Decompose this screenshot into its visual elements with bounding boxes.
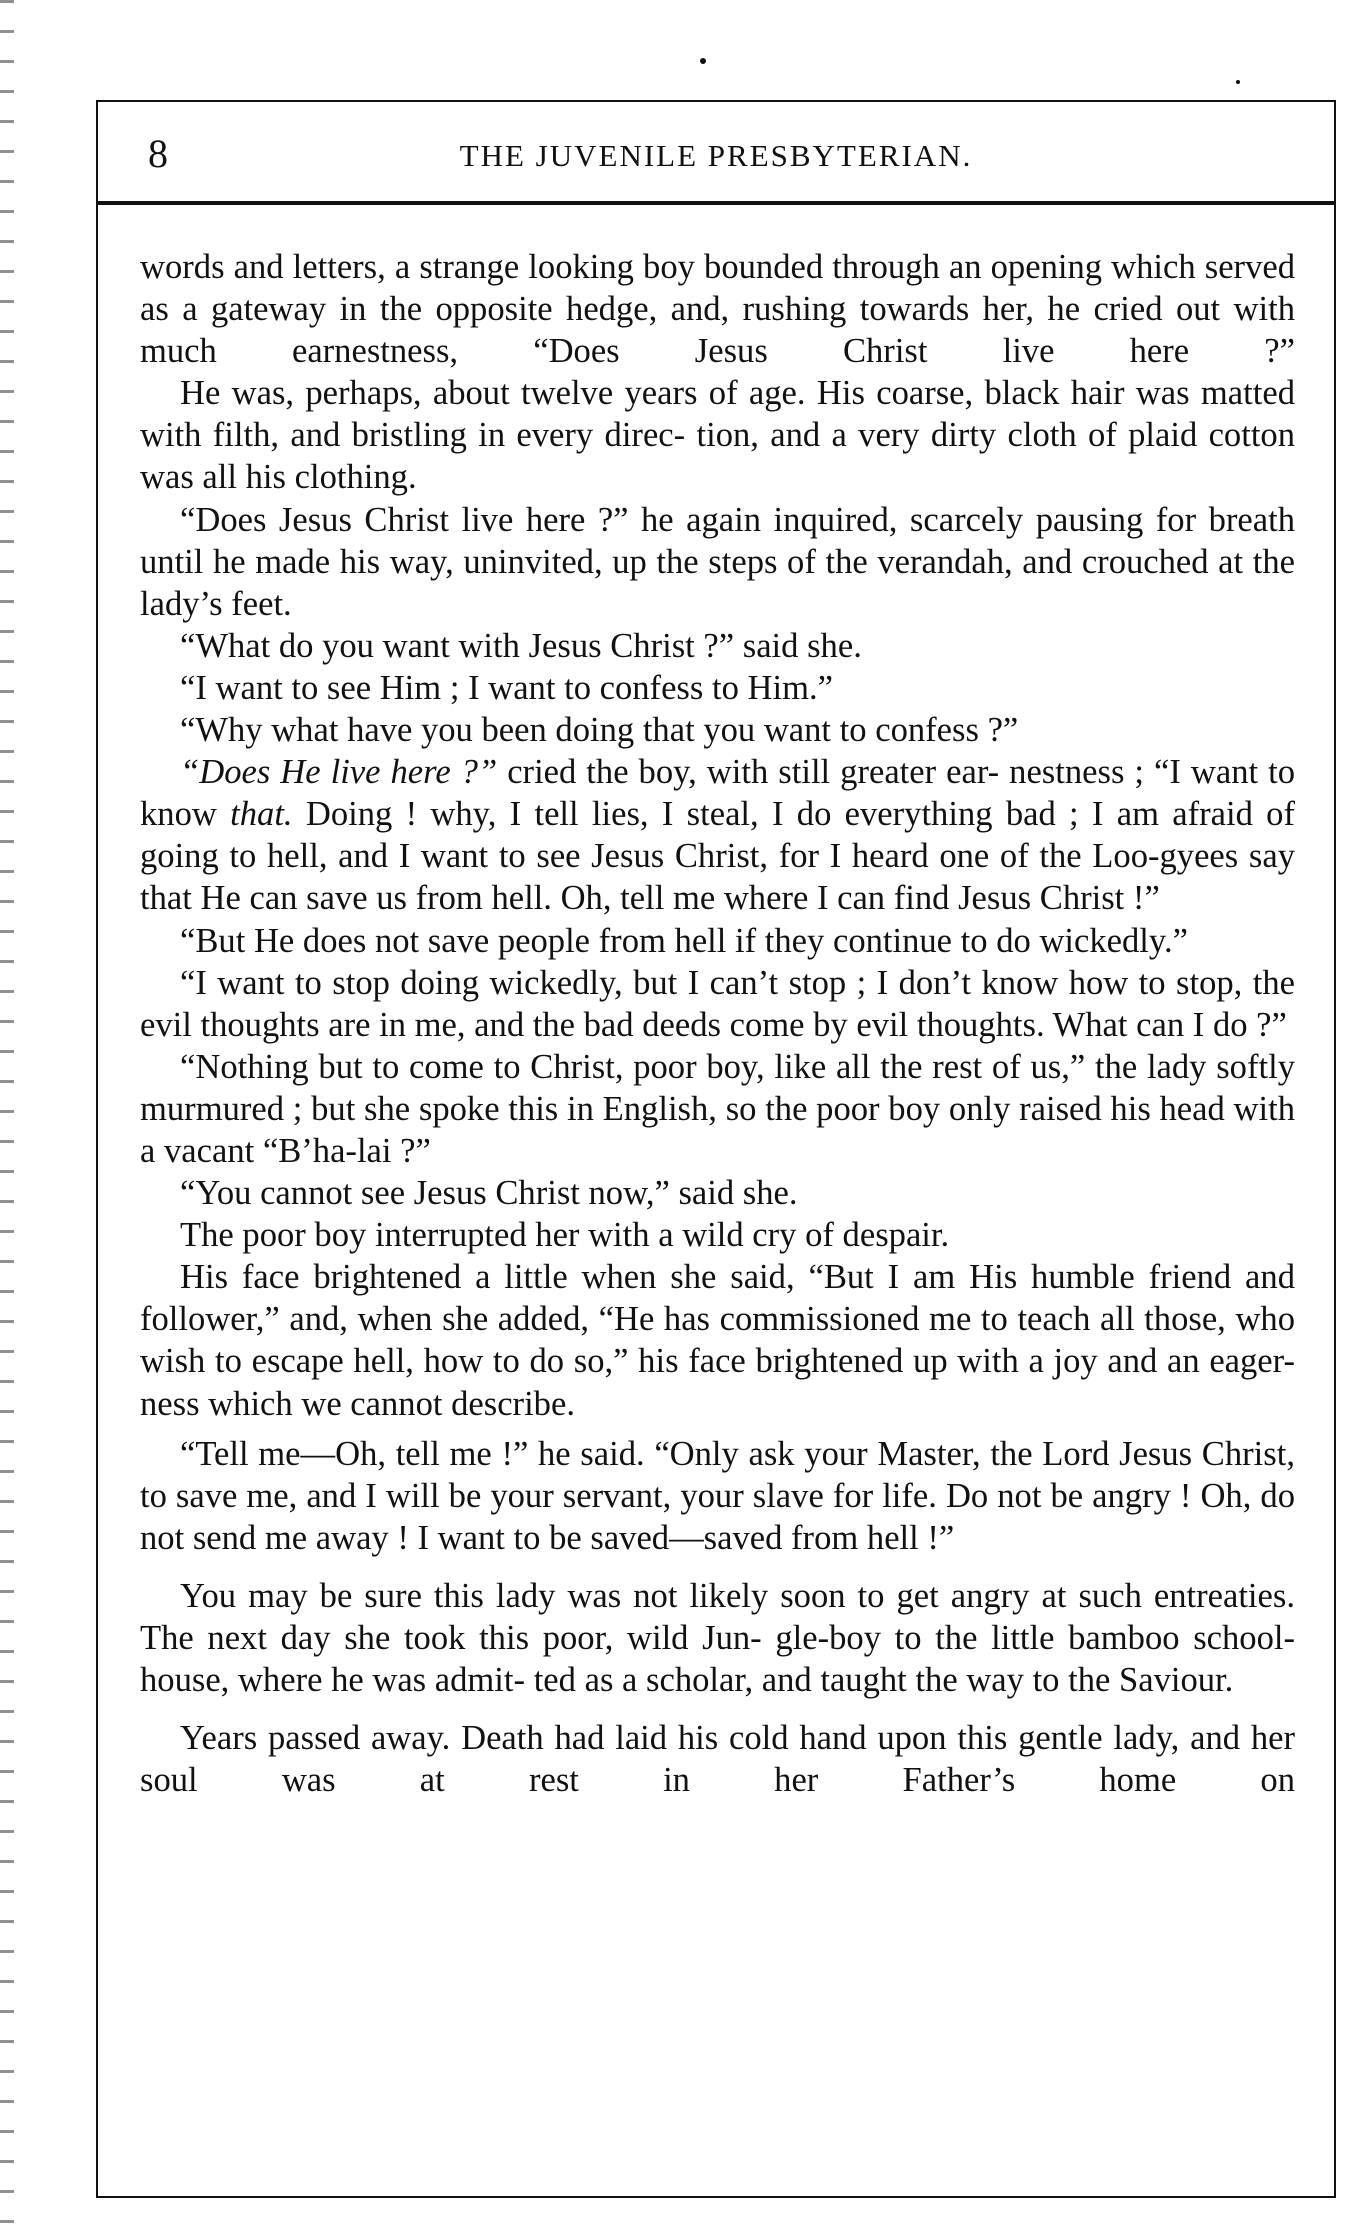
paragraph: “Does Jesus Christ live here ?” he again inquired, scarcely pausing for breath until he made his way, uninvited, up the steps of the verandah, and crouched at the lady’s feet.: [140, 500, 1295, 623]
paragraph: The poor boy interrupted her with a wild cry of despair.: [180, 1216, 950, 1255]
print-speck: [1236, 80, 1240, 84]
paragraph: “But He does not save people from hell if they continue to do wickedly.”: [180, 921, 1188, 960]
paragraph: words and letters, a strange looking boy bounded through an opening which served as a gateway in the opposite hedge, and, rushing towards her, he cried out with much earnestness, “Does Jesus Christ live here ?”: [140, 248, 1295, 371]
page-number: 8: [148, 131, 168, 176]
print-speck: [700, 58, 706, 64]
page-header: [96, 100, 1336, 205]
paragraph: “I want to see Him ; I want to confess to Him.”: [180, 668, 833, 707]
paragraph: “You cannot see Jesus Christ now,” said she.: [180, 1174, 798, 1213]
paragraph: “Does He live here ?” cried the boy, with still greater ear- nestness ; “I want to know that. Doing ! why, I tell lies, I steal, I do everything bad ; I am afraid of going to hell, and I want to see Jesus Christ, for I heard one of the Loo-gyees say that He can save us from hell. Oh, tell me where I can find Jesus Christ !”: [140, 753, 1295, 918]
paragraph: He was, perhaps, about twelve years of age. His coarse, black hair was matted with filth, and bristling in every direc- tion, and a very dirty cloth of plaid cotton was all his clothing.: [140, 374, 1295, 497]
paragraph: “Why what have you been doing that you want to confess ?”: [180, 711, 1019, 750]
running-head: THE JUVENILE PRESBYTERIAN.: [459, 138, 973, 173]
paragraph: “What do you want with Jesus Christ ?” said she.: [180, 626, 862, 665]
paragraph: You may be sure this lady was not likely soon to get angry at such entreaties. The next day she took this poor, wild Jun- gle-boy to the little bamboo school-house, where he was admit- ted as a scholar, and taught the way to the Saviour.: [140, 1576, 1295, 1700]
paragraph: Years passed away. Death had laid his cold hand upon this gentle lady, and her soul was at rest in her Father’s home on: [140, 1719, 1295, 1800]
paragraph: “I want to stop doing wickedly, but I can’t stop ; I don’t know how to stop, the evil thoughts are in me, and the bad deeds come by evil thoughts. What can I do ?”: [140, 963, 1295, 1044]
paragraph: His face brightened a little when she said, “But I am His humble friend and follower,” and, when she added, “He has commissioned me to teach all those, who wish to escape hell, how to do so,” his face brightened up with a joy and an eager- ness which we cannot describe.: [140, 1258, 1295, 1423]
binding-edge: [0, 0, 14, 2229]
paragraph: “Nothing but to come to Christ, poor boy, like all the rest of us,” the lady softly murmured ; but she spoke this in English, so the poor boy only raised his head with a vacant “B’ha-lai ?”: [140, 1047, 1296, 1170]
paragraph: “Tell me—Oh, tell me !” he said. “Only ask your Master, the Lord Jesus Christ, to save me, and I will be your servant, your slave for life. Do not be angry ! Oh, do not send me away ! I want to be saved—saved from hell !”: [140, 1434, 1295, 1557]
article-body: [140, 246, 1295, 1801]
